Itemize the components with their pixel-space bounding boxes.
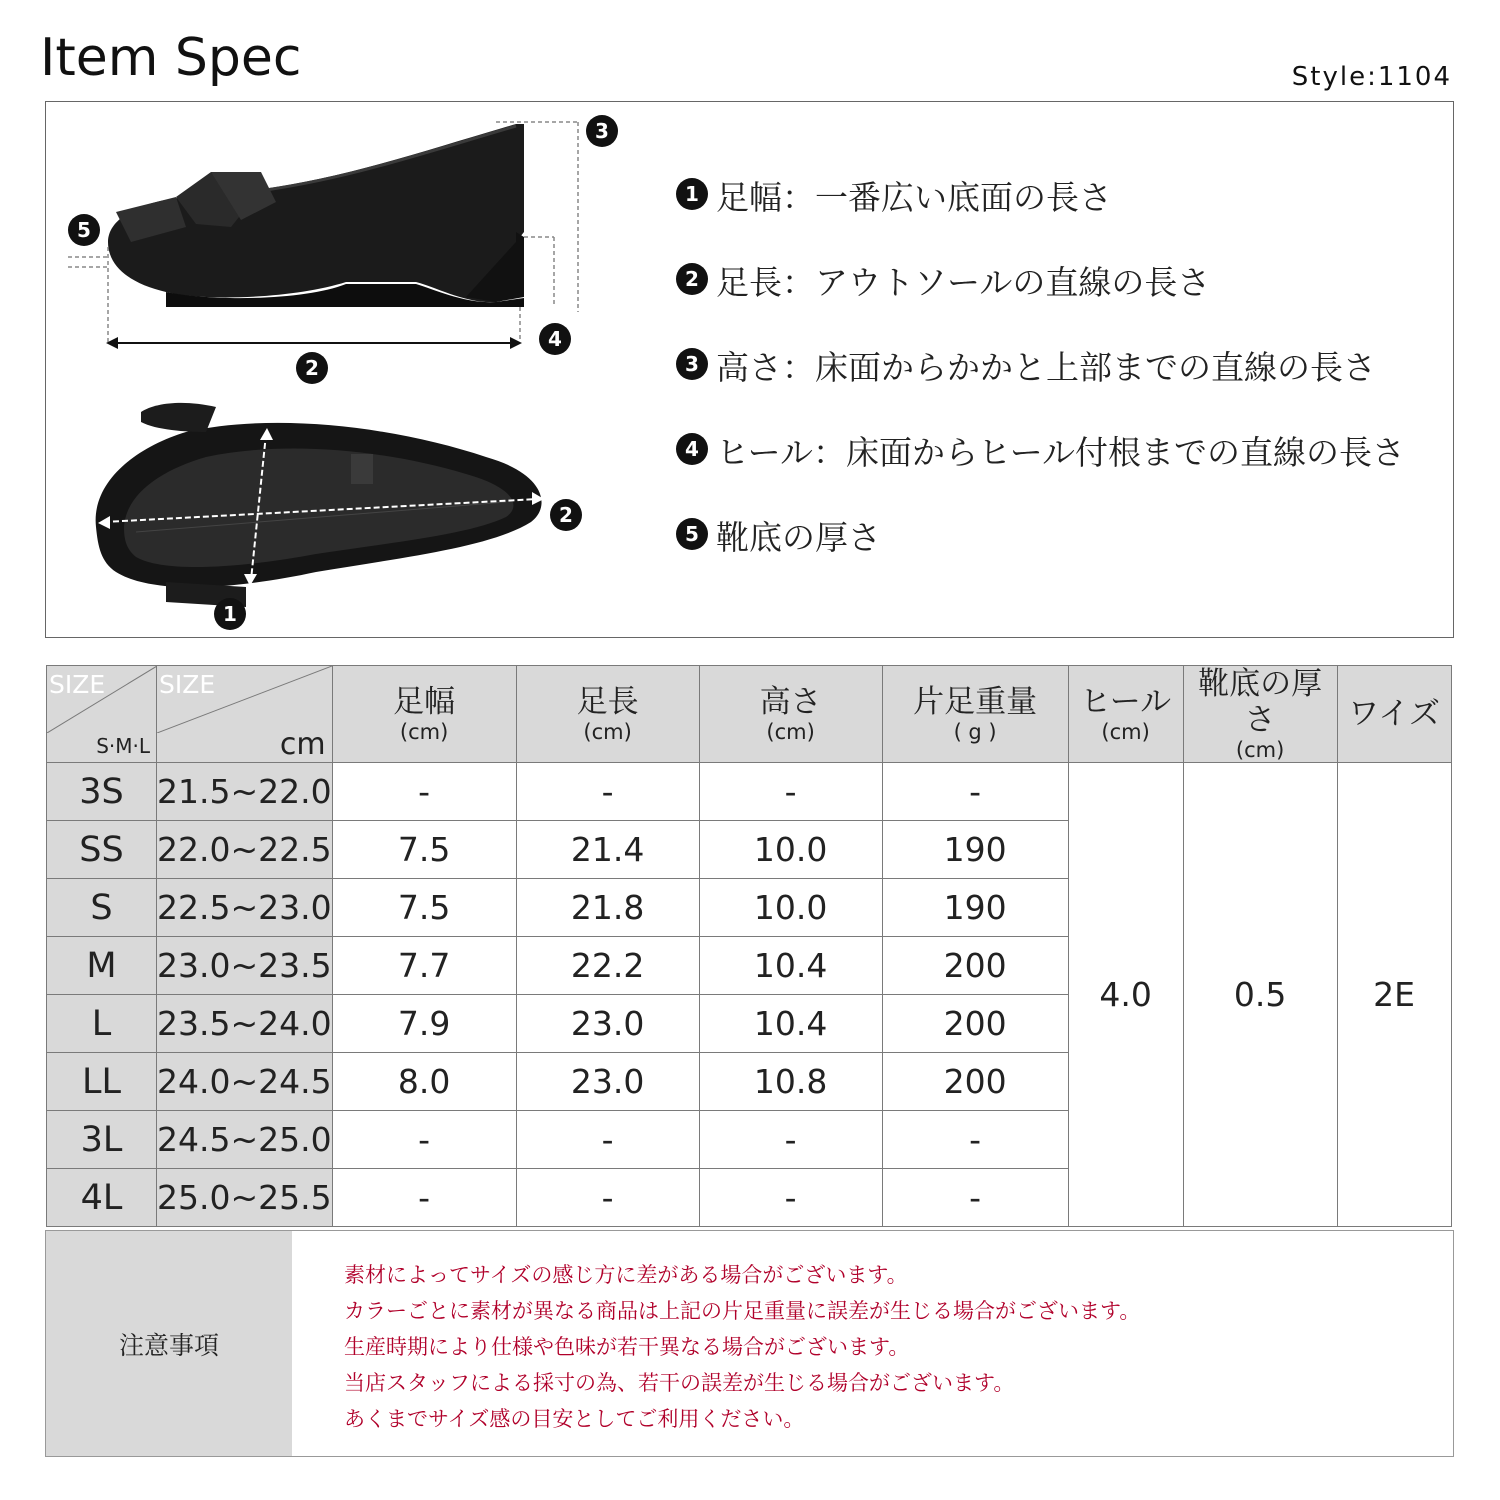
shoe-sole-view	[96, 403, 542, 607]
table-row: SS 22.0~22.5 7.5 21.4 10.0 190	[47, 821, 1452, 879]
marker-3	[586, 115, 618, 147]
notes-line: あくまでサイズ感の目安としてご利用ください。	[344, 1407, 805, 1431]
notes-line: 素材によってサイズの感じ方に差がある場合がございます。	[344, 1263, 908, 1287]
desc-item	[676, 342, 1405, 427]
desc-item	[676, 172, 1405, 257]
svg-text:4: 4	[548, 327, 562, 351]
svg-text:3: 3	[595, 119, 609, 143]
size-corner-header: SIZE S·M·L	[47, 666, 157, 763]
header-weight: 片足重量 ( g )	[882, 666, 1068, 763]
style-code: Style:1104	[1291, 62, 1452, 92]
marker-2-side	[296, 352, 328, 384]
cm-corner-header: SIZE cm	[157, 666, 333, 763]
header-width: 足幅 (cm)	[332, 666, 516, 763]
number-badge-icon: 5	[676, 518, 708, 550]
spec-diagram-box	[45, 101, 1454, 638]
number-badge-icon: 2	[676, 263, 708, 295]
table-row: 3S 21.5~22.0 - - - - 4.0 0.5 2E	[47, 763, 1452, 821]
size-table	[46, 665, 1452, 1227]
header-wise: ワイズ	[1337, 666, 1451, 763]
desc-text: ヒール：床面からヒール付根までの直線の長さ	[716, 433, 1406, 472]
header-height: 高さ (cm)	[699, 666, 882, 763]
number-badge-icon: 3	[676, 348, 708, 380]
table-row: LL 24.0~24.5 8.0 23.0 10.8 200	[47, 1053, 1452, 1111]
notes-body	[292, 1231, 1453, 1456]
desc-text: 靴底の厚さ	[716, 518, 881, 557]
header-length: 足長 (cm)	[516, 666, 699, 763]
measurement-descriptions	[676, 172, 1405, 597]
shoe-side-view	[108, 124, 524, 307]
notes-line: カラーごとに素材が異なる商品は上記の片足重量に誤差が生じる場合がございます。	[344, 1299, 1141, 1323]
notes-line: 生産時期により仕様や色味が若干異なる場合がございます。	[344, 1335, 910, 1359]
notes-line: 当店スタッフによる採寸の為、若干の誤差が生じる場合がございます。	[344, 1371, 1015, 1395]
number-badge-icon: 1	[676, 178, 708, 210]
svg-text:2: 2	[305, 356, 319, 380]
table-row: L 23.5~24.0 7.9 23.0 10.4 200	[47, 995, 1452, 1053]
heel-value: 4.0	[1068, 763, 1183, 1227]
header-heel: ヒール (cm)	[1068, 666, 1183, 763]
desc-text: 足幅：一番広い底面の長さ	[716, 178, 1112, 217]
wise-value: 2E	[1337, 763, 1451, 1227]
marker-2-sole	[550, 499, 582, 531]
marker-5	[68, 214, 100, 246]
desc-item	[676, 257, 1405, 342]
desc-item	[676, 427, 1405, 512]
notes-label: 注意事項	[46, 1231, 292, 1456]
svg-text:1: 1	[223, 602, 237, 626]
header-sole-thickness: 靴底の厚さ (cm)	[1183, 666, 1337, 763]
table-row: 4L 25.0~25.5 - - - -	[47, 1169, 1452, 1227]
notes-box	[45, 1230, 1454, 1457]
shoe-diagram	[46, 102, 666, 637]
marker-1	[214, 598, 246, 630]
table-row: M 23.0~23.5 7.7 22.2 10.4 200	[47, 937, 1452, 995]
svg-text:5: 5	[77, 218, 91, 242]
number-badge-icon: 4	[676, 433, 708, 465]
page-title: Item Spec	[40, 28, 302, 88]
marker-4	[539, 323, 571, 355]
table-row: 3L 24.5~25.0 - - - -	[47, 1111, 1452, 1169]
desc-item	[676, 512, 1405, 597]
table-row: S 22.5~23.0 7.5 21.8 10.0 190	[47, 879, 1452, 937]
sole-thickness-value: 0.5	[1183, 763, 1337, 1227]
desc-text: 高さ：床面からかかと上部までの直線の長さ	[716, 348, 1376, 387]
desc-text: 足長：アウトソールの直線の長さ	[716, 263, 1211, 302]
svg-text:2: 2	[559, 503, 573, 527]
